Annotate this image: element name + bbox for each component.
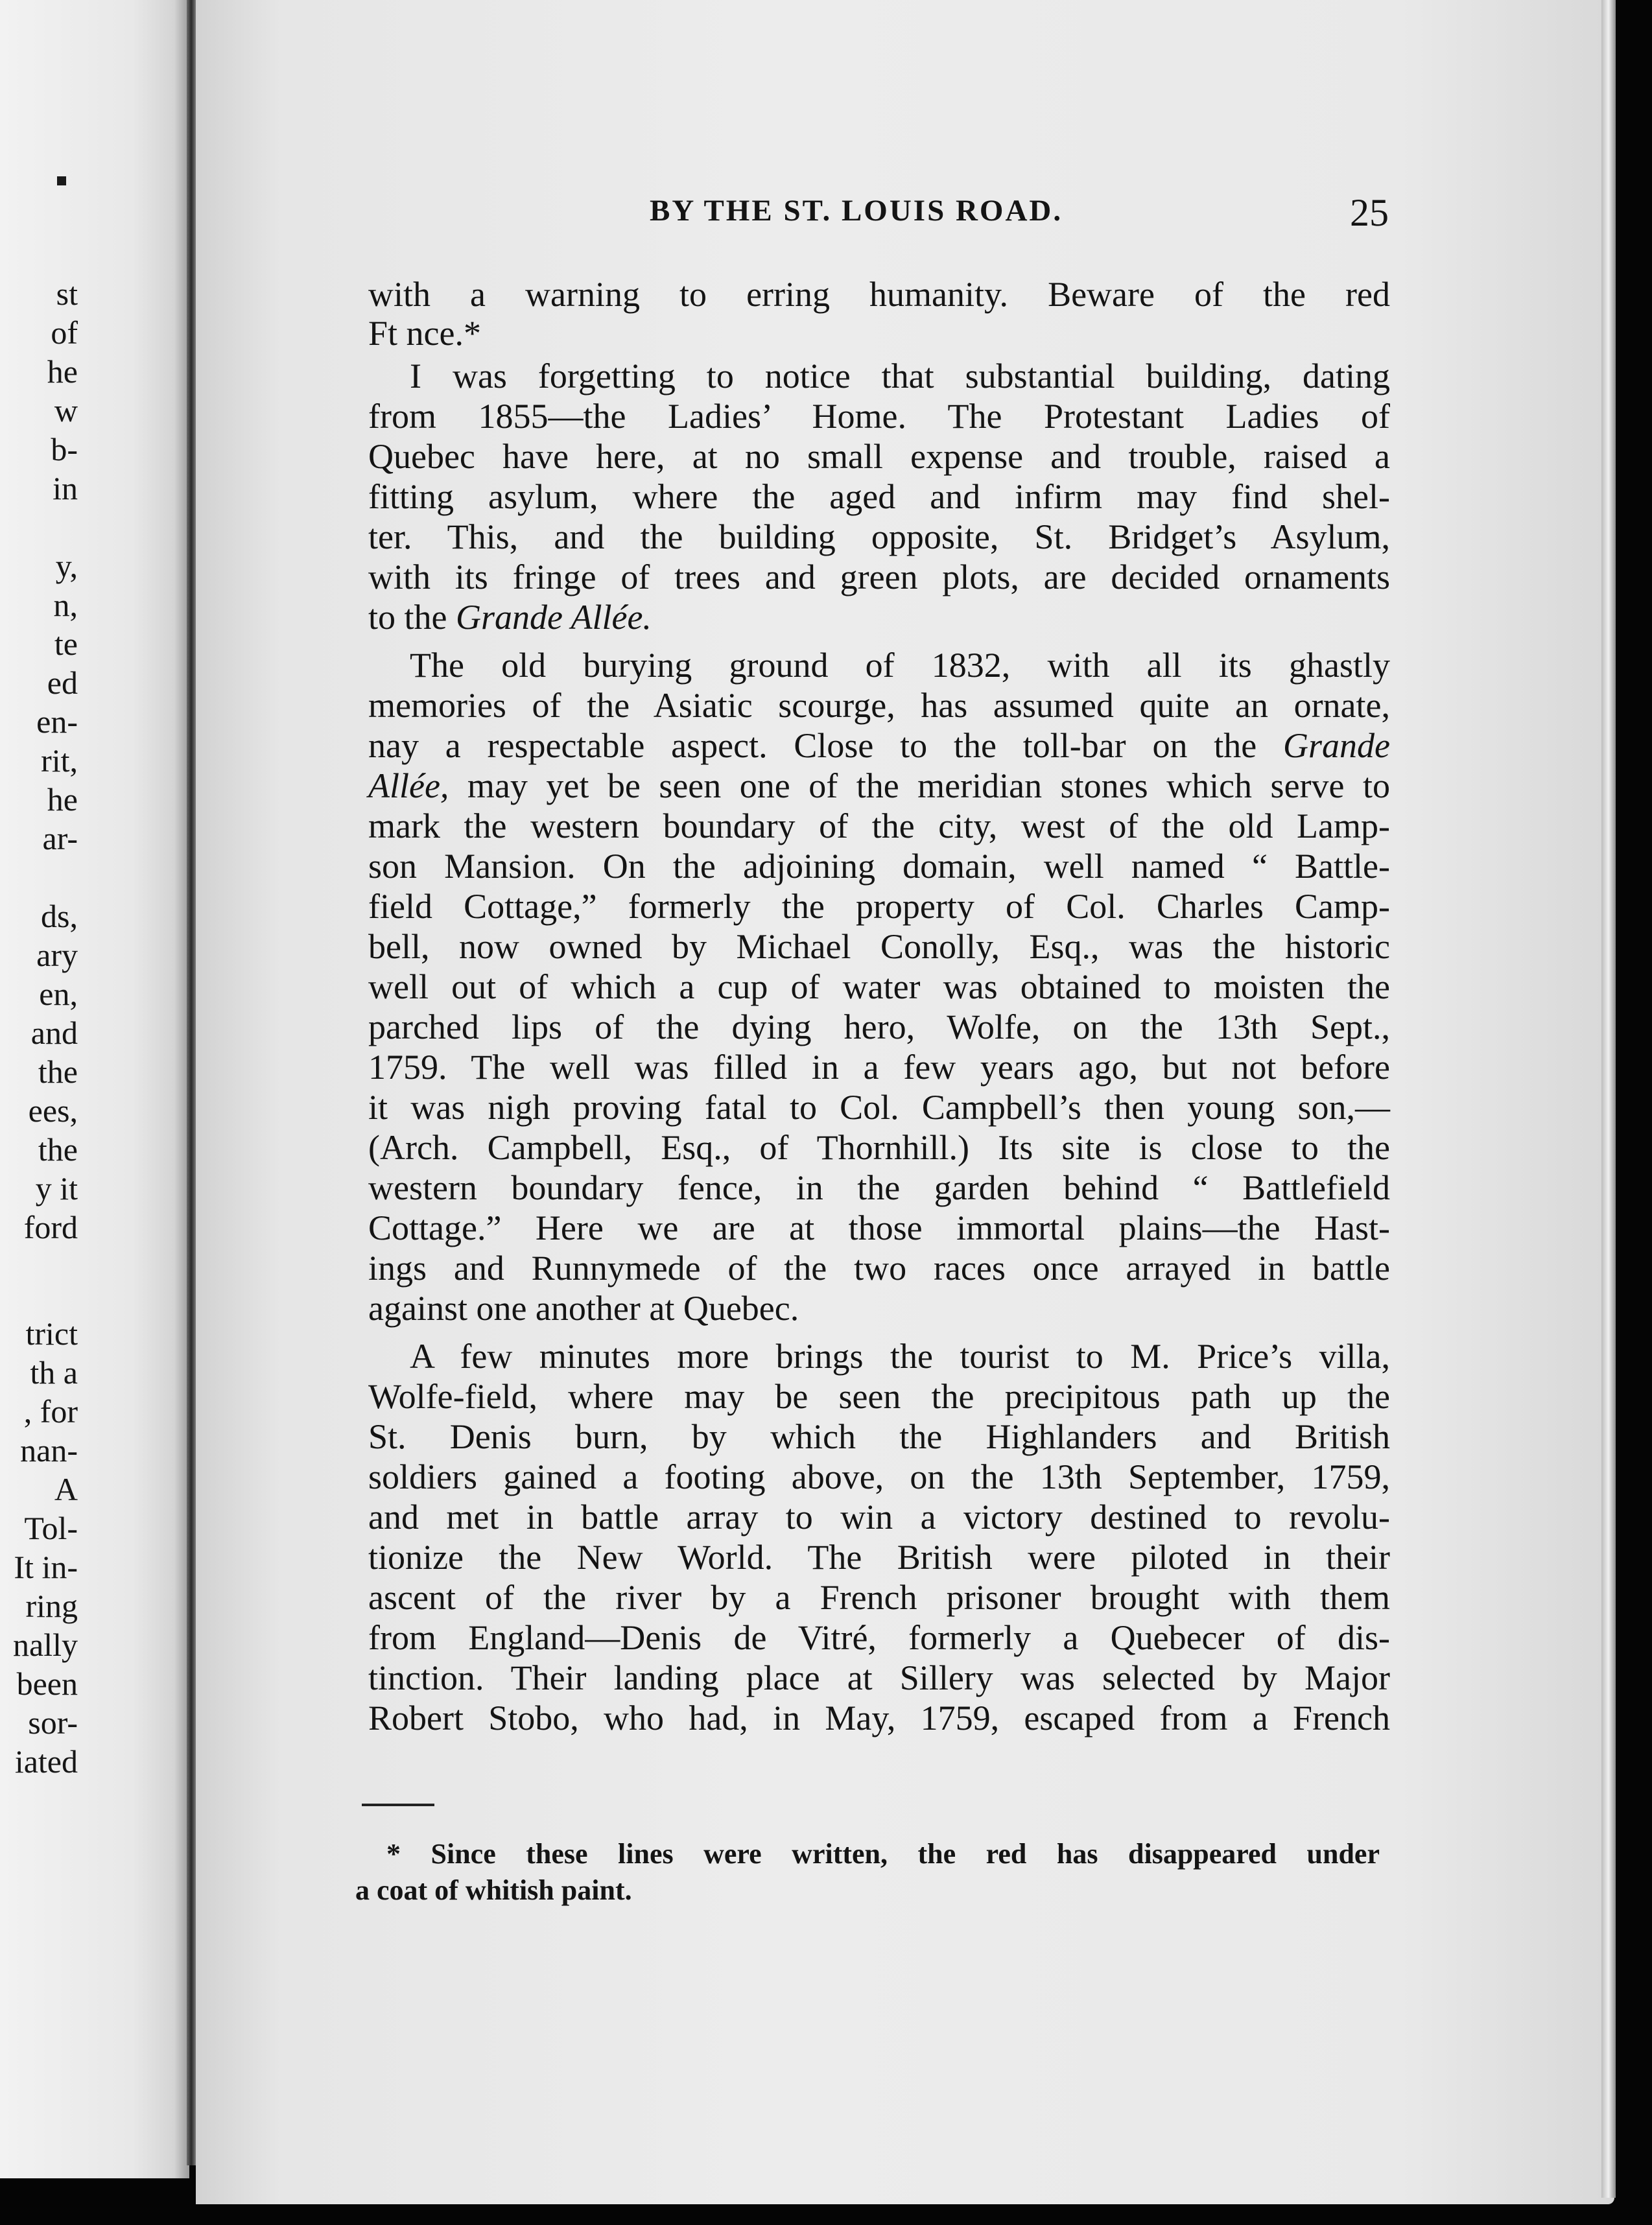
text-line: soldiers gained a footing above, on the 13th September, 1759, <box>368 1457 1390 1496</box>
text-line: tinction. Their landing place at Sillery was selected by Major <box>368 1658 1390 1697</box>
text-line: ascent of the river by a French prisoner brought with them <box>368 1578 1390 1617</box>
text-line: bell, now owned by Michael Conolly, Esq., was the historic <box>368 927 1390 966</box>
text-line <box>368 726 1390 765</box>
left-facing-page <box>0 0 189 2178</box>
text-line: I was forgetting to notice that substantial building, dating <box>410 357 1390 395</box>
text-line: A few minutes more brings the tourist to M. Price’s villa, <box>410 1337 1390 1376</box>
text-line: St. Denis burn, by which the Highlanders and British <box>368 1417 1390 1456</box>
text-line: (Arch. Campbell, Esq., of Thornhill.) Its site is close to the <box>368 1128 1390 1167</box>
left-fragment: ds, <box>41 898 78 934</box>
left-fragment: ed <box>47 665 78 701</box>
left-fragment: ring <box>25 1588 78 1624</box>
text-line: parched lips of the dying hero, Wolfe, on the 13th Sept., <box>368 1007 1390 1046</box>
left-fragment: ar- <box>42 820 78 856</box>
page-number: 25 <box>1350 191 1389 234</box>
text-line: tionize the New World. The British were piloted in their <box>368 1538 1390 1577</box>
footnote-line: * Since these lines were written, the red has disappeared under <box>386 1838 1380 1870</box>
text-line: Wolfe-field, where may be seen the precipitous path up the <box>368 1377 1390 1416</box>
left-fragment: been <box>16 1666 78 1702</box>
left-fragment: y it <box>35 1170 78 1207</box>
left-fragment: b- <box>51 431 78 467</box>
text-line: mark the western boundary of the city, west of the old Lamp- <box>368 806 1390 845</box>
text-line: with its fringe of trees and green plots, are decided ornaments <box>368 558 1390 596</box>
text-line: field Cottage,” formerly the property of Col. Charles Camp- <box>368 887 1390 926</box>
left-fragment: , for <box>23 1393 78 1430</box>
text-line: fitting asylum, where the aged and infirm may find shel- <box>368 477 1390 516</box>
text-line: son Mansion. On the adjoining domain, well named “ Battle- <box>368 847 1390 886</box>
left-fragment: he <box>47 353 78 390</box>
text-line: it was nigh proving fatal to Col. Campbell’s then young son,— <box>368 1088 1390 1127</box>
left-fragment: ary <box>36 937 78 973</box>
text-line: ter. This, and the building opposite, St. Bridget’s Asylum, <box>368 517 1390 556</box>
text-line: well out of which a cup of water was obtained to moisten the <box>368 967 1390 1006</box>
text-run: nay a respectable aspect. Close to the toll-bar on the <box>368 726 1284 765</box>
text-line: Ft nce.* <box>368 314 481 353</box>
italic-term: Allée, <box>368 766 449 805</box>
left-fragment: en, <box>39 976 78 1012</box>
left-fragment: he <box>47 781 78 818</box>
text-line: from 1855—the Ladies’ Home. The Protestant Ladies of <box>368 397 1390 436</box>
text-line: with a warning to erring humanity. Beware of the red <box>368 275 1390 314</box>
text-line: 1759. The well was filled in a few years ago, but not before <box>368 1048 1390 1087</box>
text-line: Robert Stobo, who had, in May, 1759, escaped from a French <box>368 1699 1390 1737</box>
left-fragment: It in- <box>14 1549 78 1585</box>
left-fragment: w <box>54 392 78 429</box>
left-page-text-fragments <box>0 0 188 2178</box>
left-fragment: A <box>54 1471 78 1507</box>
italic-term: Grande <box>1283 726 1390 765</box>
text-run: may yet be seen one of the meridian stones which serve to <box>449 766 1390 805</box>
left-fragment: ees, <box>28 1092 78 1129</box>
left-fragment: the <box>38 1131 78 1168</box>
text-line: from England—Denis de Vitré, formerly a Quebecer of dis- <box>368 1618 1390 1657</box>
left-fragment: in <box>53 470 78 506</box>
text-line: Quebec have here, at no small expense and trouble, raised a <box>368 437 1390 476</box>
left-fragment: the <box>38 1054 78 1090</box>
left-fragment: n, <box>53 587 78 623</box>
italic-term: Grande Allée. <box>455 598 652 637</box>
footnote-line: a coat of whitish paint. <box>355 1874 632 1906</box>
text-line: memories of the Asiatic scourge, has assumed quite an ornate, <box>368 686 1390 725</box>
text-line: against one another at Quebec. <box>368 1289 799 1328</box>
left-fragment: te <box>54 626 78 662</box>
footnote-rule <box>362 1804 434 1806</box>
left-fragment: rit, <box>41 742 78 779</box>
text-run: to the <box>368 598 456 637</box>
text-line <box>368 766 1390 805</box>
text-line: western boundary fence, in the garden behind “ Battlefield <box>368 1168 1390 1207</box>
left-fragment: trict <box>25 1315 78 1352</box>
running-title: BY THE ST. LOUIS ROAD. <box>650 194 1063 228</box>
left-fragment: ford <box>23 1209 78 1245</box>
left-fragment: nally <box>13 1627 78 1663</box>
left-fragment: sor- <box>28 1704 78 1741</box>
left-fragment: en- <box>36 703 78 740</box>
left-fragment: of <box>51 314 78 351</box>
book-gutter <box>187 0 196 2165</box>
left-fragment: nan- <box>20 1432 78 1468</box>
left-fragment: Tol- <box>24 1510 78 1546</box>
left-fragment: iated <box>14 1743 78 1780</box>
left-fragment: th a <box>30 1354 78 1391</box>
left-fragment: y, <box>55 548 78 584</box>
left-fragment: st <box>56 276 78 312</box>
text-line: Cottage.” Here we are at those immortal plains—the Hast- <box>368 1208 1390 1247</box>
text-line: and met in battle array to win a victory destined to revolu- <box>368 1498 1390 1536</box>
text-line: The old burying ground of 1832, with all its ghastly <box>410 646 1390 685</box>
page-edge <box>1601 0 1616 2198</box>
text-line <box>368 598 1390 637</box>
text-line: ings and Runnymede of the two races once arrayed in battle <box>368 1249 1390 1288</box>
left-fragment: and <box>30 1015 78 1051</box>
